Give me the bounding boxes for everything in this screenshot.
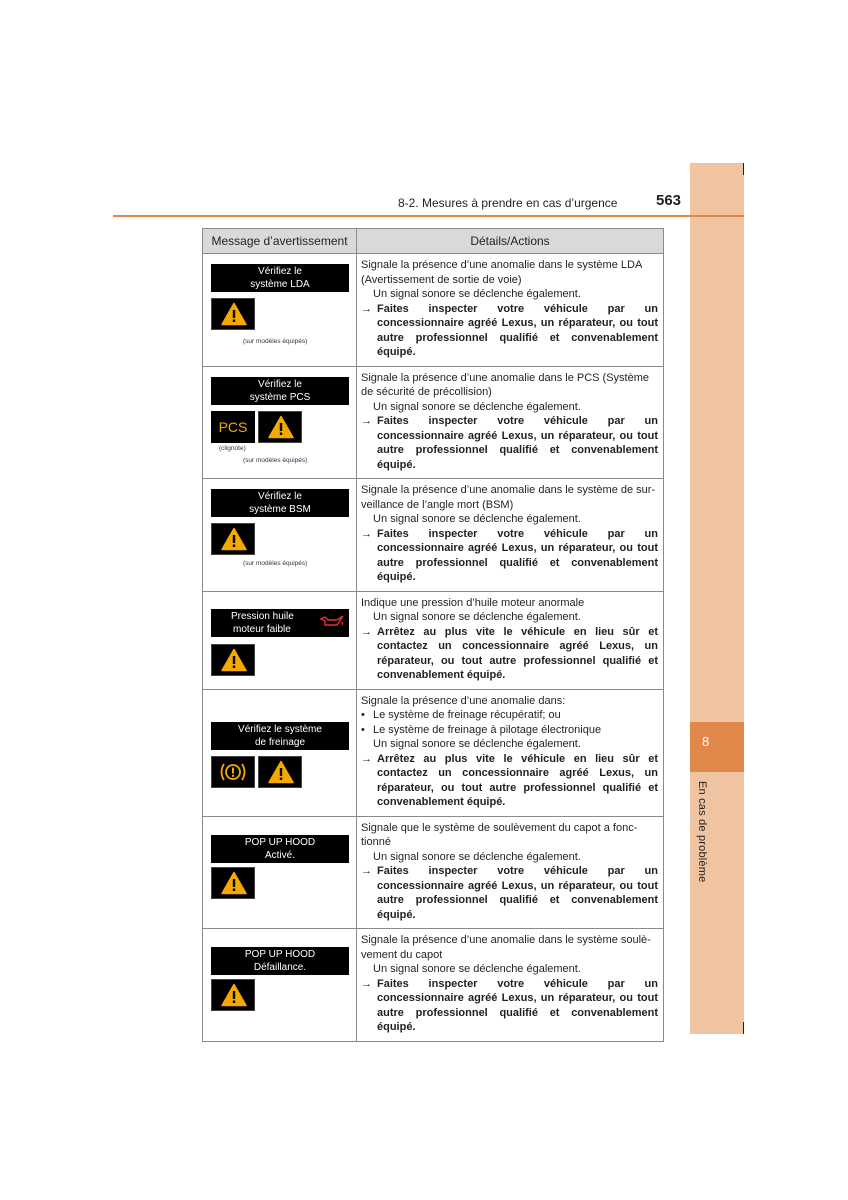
details-cell — [357, 254, 664, 367]
detail-text: Un signal sonore se déclenche également. — [373, 738, 581, 750]
table-header-row — [203, 229, 664, 254]
warning-message-cell — [203, 591, 357, 689]
bullet-text: Le système de freinage récupératif; ou — [373, 709, 561, 721]
column-header-message: Message d’avertissement — [203, 229, 357, 254]
section-title: 8-2. Mesures à prendre en cas d’urgence — [398, 196, 618, 210]
bullet-icon: • — [361, 709, 365, 721]
detail-text: Un signal sonore se déclenche également. — [373, 288, 581, 300]
detail-text: Signale la présence d’une anomalie dans le système de sur- — [361, 484, 656, 496]
action-text: Faites inspecter votre véhicule par un concessionnaire agréé Lexus, un réparateur, ou tout autre professionnel qualifié et convenablement équipé. — [377, 527, 658, 583]
display-line: moteur faible — [233, 623, 291, 635]
detail-text: Un signal sonore se déclenche également. — [373, 400, 581, 413]
warning-triangle-icon — [258, 411, 302, 443]
action-item — [361, 527, 658, 585]
display-line: Vérifiez le — [258, 266, 302, 277]
column-header-details: Détails/Actions — [357, 229, 664, 254]
details-cell — [357, 479, 664, 592]
display-message — [211, 835, 349, 863]
table-row — [203, 479, 664, 592]
display-message — [211, 722, 349, 750]
display-line: Vérifiez le système — [238, 723, 322, 735]
display-message — [211, 609, 349, 637]
oil-pressure-icon — [319, 614, 345, 628]
details-cell — [357, 816, 664, 929]
warning-triangle-icon — [211, 867, 255, 899]
display-line: Pression huile — [231, 610, 294, 622]
action-item — [361, 752, 658, 810]
table-row — [203, 591, 664, 689]
action-text: Arrêtez au plus vite le véhicule en lieu sûr et contactez un concessionnaire agréé Lexus, un réparateur, ou tout autre professionnel qualifié et convenablement équipé. — [377, 625, 658, 681]
arrow-icon: → — [361, 752, 372, 765]
table-row — [203, 254, 664, 367]
display-line: Défaillance. — [253, 962, 307, 973]
display-line: système LDA — [250, 279, 310, 290]
display-line: système BSM — [249, 504, 311, 515]
display-line: POP UP HOOD — [244, 836, 316, 848]
action-text: Faites inspecter votre véhicule par un concessionnaire agréé Lexus, un réparateur, ou tout autre professionnel qualifié et convenablement équipé. — [377, 302, 658, 358]
display-line: de freinage — [254, 736, 306, 748]
detail-text: Signale la présence d’une anomalie dans le système LDA — [361, 259, 643, 271]
detail-text: tionné — [361, 836, 391, 848]
display-message — [211, 947, 349, 975]
table-row — [203, 816, 664, 929]
details-cell — [357, 366, 664, 479]
action-text: Faites inspecter votre véhicule par un concessionnaire agréé Lexus, un réparateur, ou tout autre professionnel qualifié et convenablement équipé. — [377, 865, 658, 921]
bullet-item — [361, 708, 658, 723]
action-item — [361, 625, 658, 683]
detail-text: Un signal sonore se déclenche également. — [373, 850, 581, 863]
action-text: Faites inspecter votre véhicule par un concessionnaire agréé Lexus, un réparateur, ou tout autre professionnel qualifié et convenablement équipé. — [377, 977, 658, 1033]
table-row — [203, 929, 664, 1042]
chapter-number-tab[interactable] — [690, 722, 744, 772]
action-item — [361, 414, 658, 472]
detail-text: Signale que le système de soulèvement du capot a fonc- — [361, 821, 638, 834]
detail-text: Signale la présence d’une anomalie dans le PCS (Système — [361, 371, 649, 384]
detail-text: Signale la présence d’une anomalie dans le système soulè- — [361, 934, 651, 946]
display-message — [211, 377, 349, 405]
detail-text: Un signal sonore se déclenche également. — [373, 513, 581, 525]
detail-text: (Avertissement de sortie de voie) — [361, 273, 522, 286]
warning-message-cell — [203, 929, 357, 1042]
table-row — [203, 366, 664, 479]
warning-triangle-icon — [211, 644, 255, 676]
bullet-item — [361, 723, 658, 738]
action-text: Faites inspecter votre véhicule par un concessionnaire agréé Lexus, un réparateur, ou tout autre professionnel qualifié et convenablement équipé. — [377, 415, 658, 471]
display-line: Activé. — [264, 849, 295, 861]
warning-message-cell — [203, 254, 357, 367]
arrow-icon: → — [361, 865, 372, 877]
action-text: Arrêtez au plus vite le véhicule en lieu sûr et contactez un concessionnaire agréé Lexus, un réparateur, ou tout autre professionnel qualifié et convenablement équipé. — [377, 752, 658, 808]
detail-text: Indique une pression d’huile moteur anormale — [361, 596, 585, 609]
details-cell — [357, 591, 664, 689]
warning-message-cell — [203, 366, 357, 479]
display-message — [211, 489, 349, 517]
warning-triangle-icon — [258, 756, 302, 788]
warning-triangle-icon — [211, 298, 255, 330]
chapter-sidebar — [690, 163, 744, 1034]
warning-message-cell — [203, 816, 357, 929]
pcs-indicator-icon: PCS — [211, 411, 255, 443]
bullet-icon: • — [361, 723, 365, 736]
display-line: POP UP HOOD — [244, 949, 316, 960]
crop-mark-top — [743, 163, 744, 175]
display-message — [211, 264, 349, 292]
display-line: système PCS — [249, 391, 311, 403]
warning-message-cell — [203, 479, 357, 592]
table-row — [203, 689, 664, 816]
chapter-title: En cas de problème — [696, 781, 708, 883]
warning-triangle-icon — [211, 979, 255, 1011]
detail-text: vement du capot — [361, 948, 443, 961]
arrow-icon: → — [361, 527, 372, 540]
warning-message-cell — [203, 689, 357, 816]
bullet-text: Le système de freinage à pilotage électronique — [373, 723, 602, 736]
arrow-icon: → — [361, 625, 372, 638]
detail-text: veillance de l’angle mort (BSM) — [361, 498, 514, 511]
brake-warning-icon — [211, 756, 255, 788]
arrow-icon: → — [361, 977, 372, 990]
blink-note: (clignote) — [219, 444, 246, 452]
detail-text: Un signal sonore se déclenche également. — [373, 611, 581, 623]
equipped-note: (sur modèles équipés) — [243, 456, 308, 464]
chapter-number: 8 — [702, 734, 710, 749]
action-item — [361, 864, 658, 922]
detail-text: de sécurité de précollision) — [361, 386, 492, 398]
details-cell — [357, 689, 664, 816]
crop-mark-bottom — [743, 1022, 744, 1034]
arrow-icon: → — [361, 302, 372, 315]
detail-text: Signale la présence d’une anomalie dans: — [361, 694, 566, 707]
action-item — [361, 302, 658, 360]
details-cell — [357, 929, 664, 1042]
page-number: 563 — [656, 192, 682, 209]
arrow-icon: → — [361, 415, 372, 427]
detail-text: Un signal sonore se déclenche également. — [373, 963, 581, 975]
warning-triangle-icon — [211, 523, 255, 555]
header-rule — [113, 215, 744, 217]
equipped-note: (sur modèles équipés) — [243, 560, 308, 567]
warning-table — [202, 228, 664, 1042]
equipped-note: (sur modèles équipés) — [243, 338, 308, 345]
display-line: Vérifiez le — [258, 491, 302, 502]
display-line: Vérifiez le — [258, 378, 302, 390]
action-item — [361, 977, 658, 1035]
